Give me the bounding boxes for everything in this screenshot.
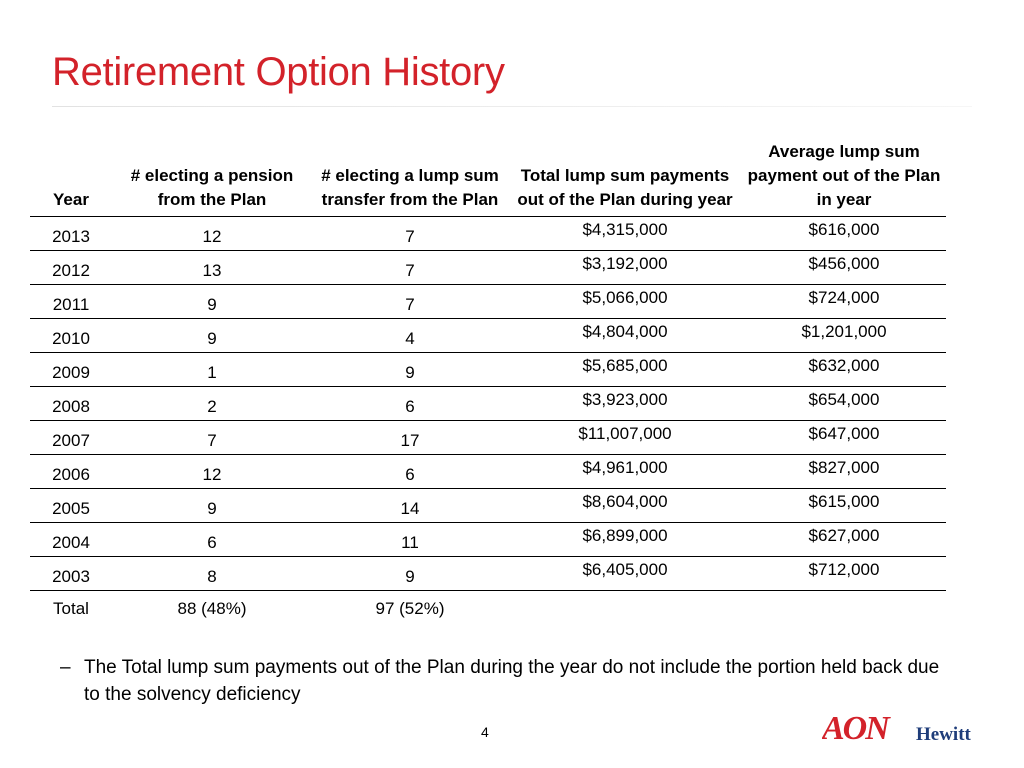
table-row — [30, 489, 946, 523]
cell-total: $5,066,000 — [508, 285, 742, 319]
cell-pension: 12 — [112, 217, 312, 251]
title-divider — [52, 106, 972, 107]
logo-sub: Hewitt — [916, 724, 971, 745]
cell-year: 2010 — [30, 319, 112, 353]
cell-lump: 17 — [312, 421, 508, 455]
table-row — [30, 387, 946, 421]
retirement-history-table — [30, 140, 946, 627]
header-pension: # electing a pension from the Plan — [112, 140, 312, 217]
cell-pension: 8 — [112, 557, 312, 591]
header-year: Year — [30, 140, 112, 217]
cell-year: 2005 — [30, 489, 112, 523]
cell-total-lump: 97 (52%) — [375, 599, 445, 618]
aon-hewitt-logo — [822, 706, 982, 746]
cell-year: 2009 — [30, 353, 112, 387]
cell-year: 2003 — [30, 557, 112, 591]
cell-average: $632,000 — [742, 353, 946, 387]
cell-lump: 14 — [312, 489, 508, 523]
cell-year: 2013 — [30, 217, 112, 251]
cell-average: $827,000 — [742, 455, 946, 489]
table-row — [30, 217, 946, 251]
cell-average: $654,000 — [742, 387, 946, 421]
cell-average: $724,000 — [742, 285, 946, 319]
table-row — [30, 251, 946, 285]
cell-year: 2007 — [30, 421, 112, 455]
cell-year: 2011 — [30, 285, 112, 319]
cell-total-label: Total — [53, 599, 89, 618]
cell-pension: 13 — [112, 251, 312, 285]
cell-total-payments — [508, 591, 742, 628]
header-lump-transfer: # electing a lump sum transfer from the Plan — [312, 140, 508, 217]
cell-average: $616,000 — [742, 217, 946, 251]
cell-lump: 7 — [312, 251, 508, 285]
cell-year: 2006 — [30, 455, 112, 489]
cell-pension: 1 — [112, 353, 312, 387]
cell-lump: 6 — [312, 387, 508, 421]
table-row — [30, 353, 946, 387]
table-row — [30, 421, 946, 455]
cell-average: $1,201,000 — [742, 319, 946, 353]
table-row — [30, 455, 946, 489]
cell-average: $627,000 — [742, 523, 946, 557]
cell-average: $456,000 — [742, 251, 946, 285]
table-row — [30, 319, 946, 353]
cell-total-average — [742, 591, 946, 628]
cell-year: 2004 — [30, 523, 112, 557]
table-total-row — [30, 591, 946, 628]
cell-total: $6,405,000 — [508, 557, 742, 591]
table-row — [30, 523, 946, 557]
cell-pension: 2 — [112, 387, 312, 421]
cell-average: $615,000 — [742, 489, 946, 523]
cell-total: $3,923,000 — [508, 387, 742, 421]
cell-total: $4,804,000 — [508, 319, 742, 353]
footnote-dash: – — [60, 657, 71, 678]
cell-lump: 9 — [312, 353, 508, 387]
cell-total: $4,315,000 — [508, 217, 742, 251]
table-row — [30, 285, 946, 319]
cell-lump: 6 — [312, 455, 508, 489]
cell-total-pension: 88 (48%) — [177, 599, 247, 618]
table-body — [30, 217, 946, 628]
slide-title: Retirement Option History — [52, 50, 505, 94]
cell-pension: 9 — [112, 285, 312, 319]
cell-average: $712,000 — [742, 557, 946, 591]
cell-year: 2012 — [30, 251, 112, 285]
cell-average: $647,000 — [742, 421, 946, 455]
table-header-row — [30, 140, 946, 217]
cell-pension: 7 — [112, 421, 312, 455]
table-row — [30, 557, 946, 591]
header-average-payment: Average lump sum payment out of the Plan in year — [742, 140, 946, 217]
cell-total: $3,192,000 — [508, 251, 742, 285]
cell-lump: 4 — [312, 319, 508, 353]
cell-total: $5,685,000 — [508, 353, 742, 387]
cell-total: $8,604,000 — [508, 489, 742, 523]
footnote — [60, 654, 944, 708]
cell-pension: 12 — [112, 455, 312, 489]
cell-lump: 9 — [312, 557, 508, 591]
logo-brand: AON — [822, 710, 888, 746]
cell-pension: 6 — [112, 523, 312, 557]
cell-pension: 9 — [112, 319, 312, 353]
cell-pension: 9 — [112, 489, 312, 523]
cell-total: $4,961,000 — [508, 455, 742, 489]
footnote-text: The Total lump sum payments out of the Plan during the year do not include the portion held back due to the solvency deficiency — [84, 657, 940, 705]
cell-year: 2008 — [30, 387, 112, 421]
cell-total: $6,899,000 — [508, 523, 742, 557]
cell-lump: 11 — [312, 523, 508, 557]
cell-total: $11,007,000 — [508, 421, 742, 455]
header-total-payments: Total lump sum payments out of the Plan during year — [508, 140, 742, 217]
cell-lump: 7 — [312, 285, 508, 319]
page-number: 4 — [481, 724, 489, 740]
cell-lump: 7 — [312, 217, 508, 251]
